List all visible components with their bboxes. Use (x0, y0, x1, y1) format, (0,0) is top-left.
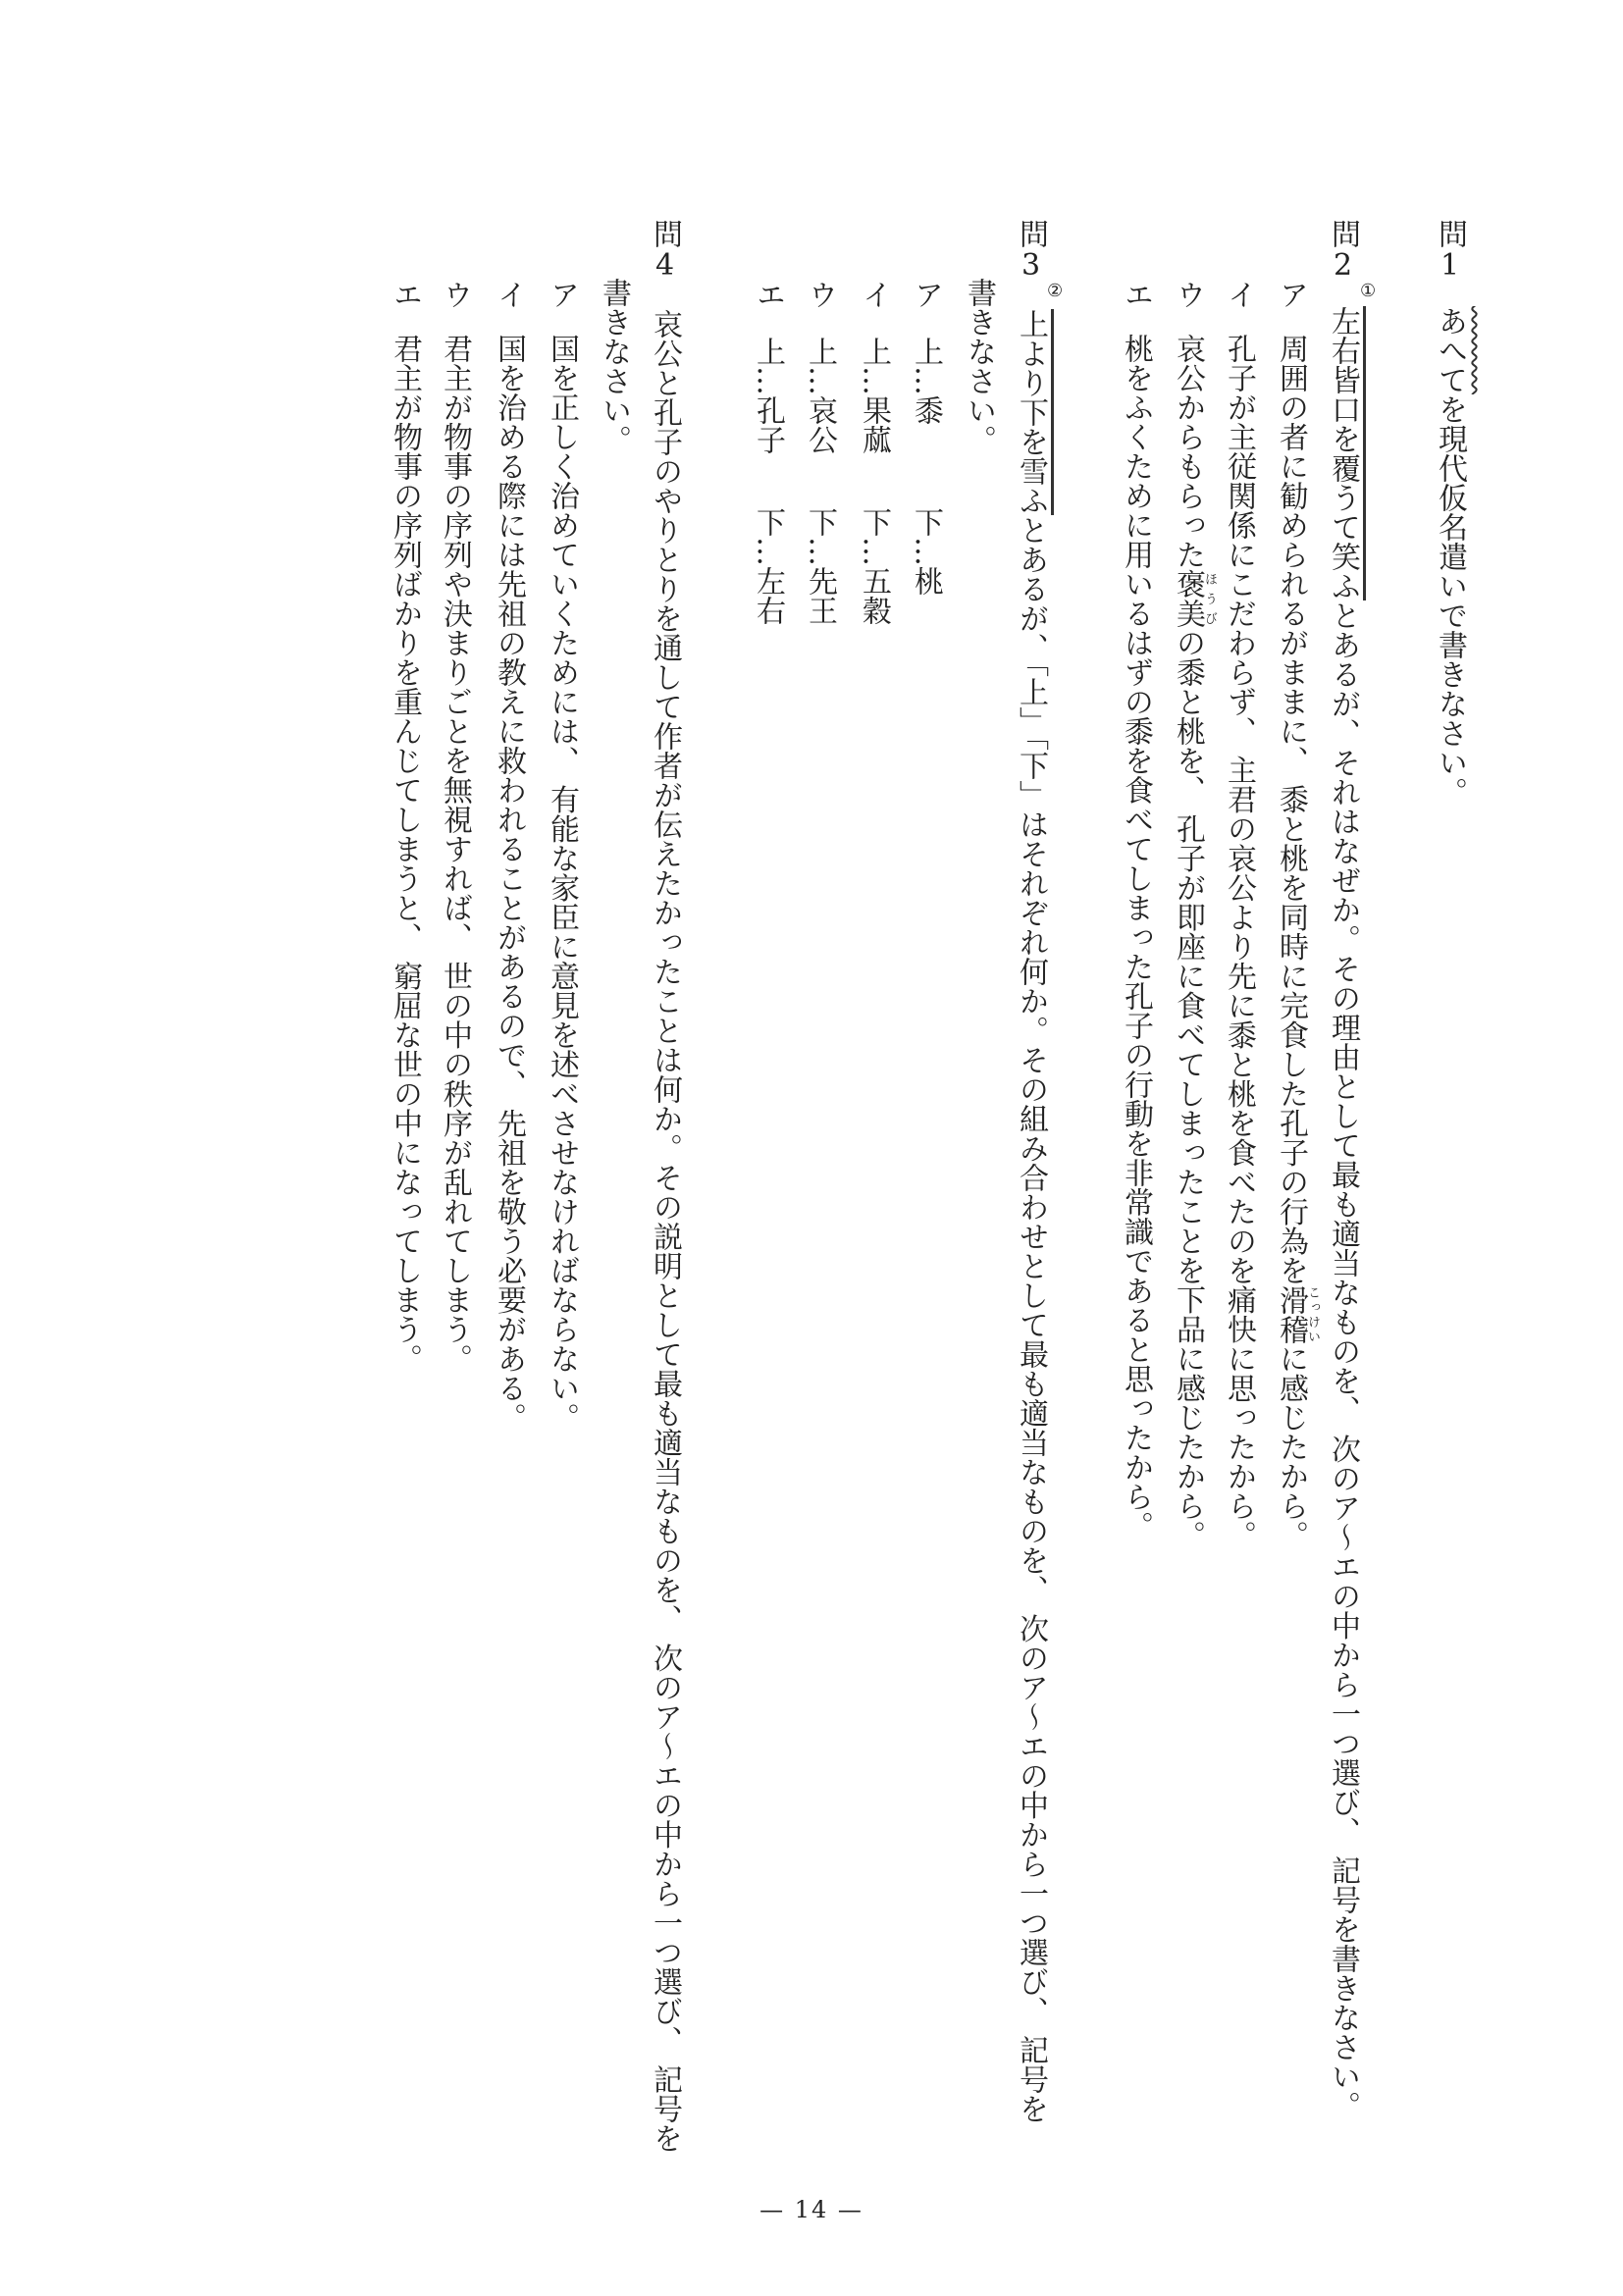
q4-option-d-text: 君主が物事の序列ばかりを重んじてしまうと、 窮屈な世の中になってしまう。 (388, 334, 422, 1374)
q4-instruction-cont: 書きなさい。 (597, 278, 631, 454)
q1-question (1433, 306, 1467, 807)
q2-option-c-text (1173, 334, 1217, 1550)
q2-instruction: とあるが、それはなぜか。その理由として最も適当なものを、 次のア～エの中から一つ選び、 記号を書きなさい。 (1326, 600, 1360, 2121)
q3-option-b-lower: 下…五穀 (857, 507, 891, 625)
option-text: 哀公からもらった (1171, 334, 1205, 569)
option-text: に感じたから。 (1274, 1343, 1308, 1550)
q2-marker: ① (1360, 281, 1377, 301)
q2-option-b-text: 孔子が主従関係にこだわらず、 主君の哀公より先に黍と桃を食べたのを痛快に思ったから。 (1222, 334, 1256, 1550)
q3-option-a-lower: 下…桃 (909, 507, 943, 596)
q1-target-phrase: あへて (1433, 306, 1467, 394)
q2-option-a-key: ア (1274, 280, 1308, 309)
q4-option-a-text: 国を正しく治めていくためには、 有能な家臣に意見を述べさせなければならない。 (545, 334, 579, 1433)
q4-instruction: 哀公と孔子のやりとりを通して作者が伝えたかったことは何か。その説明として最も適当なものを、 次のア～エの中から一つ選び、 記号を (648, 309, 682, 2154)
q3-option-b-key: イ (857, 280, 891, 309)
q3-option-a-key: ア (909, 280, 943, 309)
q3-option-a-upper: 上…黍 (909, 337, 943, 425)
q3-option-c-key: ウ (803, 280, 837, 309)
q1-label: 問1 (1433, 219, 1467, 283)
ruby-base: 褒美 (1171, 569, 1205, 628)
q3-option-d-upper: 上…孔子 (751, 337, 785, 454)
q4-option-c-key: ウ (438, 280, 472, 309)
q3-label: 問3 (1014, 219, 1048, 283)
q4-label: 問4 (648, 219, 682, 283)
q2-option-b-key: イ (1222, 280, 1256, 309)
page-number: — 14 — (759, 2196, 864, 2223)
q2-option-a-text (1276, 334, 1320, 1550)
q3-option-d-key: エ (751, 280, 785, 309)
q4-option-b-key: イ (492, 280, 526, 309)
q3-option-c-lower: 下…先王 (803, 507, 837, 625)
q3-option-d-lower: 下…左右 (751, 507, 785, 625)
q3-target-phrase: 上より下を雪ふ (1014, 309, 1054, 515)
ruby-word (1274, 1284, 1320, 1344)
q4-option-c-text: 君主が物事の序列や決まりごとを無視すれば、 世の中の秩序が乱れてしまう。 (438, 334, 472, 1374)
q4-option-d-key: エ (388, 280, 422, 309)
q4-option-a-key: ア (545, 280, 579, 309)
q3-marker: ② (1047, 281, 1064, 301)
ruby-reading: ほうび (1202, 569, 1217, 628)
q4-option-b-text: 国を治める際には先祖の教えに救われることがあるので、 先祖を敬う必要がある。 (492, 334, 526, 1433)
q2-label: 問2 (1326, 219, 1360, 283)
q2-question (1326, 306, 1360, 2121)
ruby-base: 滑稽 (1274, 1284, 1308, 1344)
ruby-reading: こっけい (1305, 1284, 1320, 1344)
q3-instruction: とあるが、「上」「下」はそれぞれ何か。その組み合わせとして最も適当なものを、 次のア～エの中から一つ選び、 記号を (1014, 515, 1048, 2124)
option-text: 周囲の者に勧められるがままに、 黍と桃を同時に完食した孔子の行為を (1274, 334, 1308, 1285)
q3-instruction-cont: 書きなさい。 (962, 278, 996, 454)
option-text: の黍と桃を、 孔子が即座に食べてしまったことを下品に感じたから。 (1171, 628, 1205, 1550)
q2-target-phrase: 左右皆口を覆うて笑ふ (1326, 306, 1366, 600)
q3-question (1014, 309, 1048, 2124)
q1-instruction: を現代仮名遣いで書きなさい。 (1433, 394, 1467, 807)
q3-option-b-upper: 上…果蓏 (857, 337, 891, 454)
ruby-word (1171, 569, 1217, 628)
q2-option-c-key: ウ (1171, 280, 1205, 309)
q3-option-c-upper: 上…哀公 (803, 337, 837, 454)
q2-option-d-key: エ (1119, 280, 1153, 309)
q2-option-d-text: 桃をふくために用いるはずの黍を食べてしまった孔子の行動を非常識であると思ったから。 (1119, 334, 1153, 1540)
